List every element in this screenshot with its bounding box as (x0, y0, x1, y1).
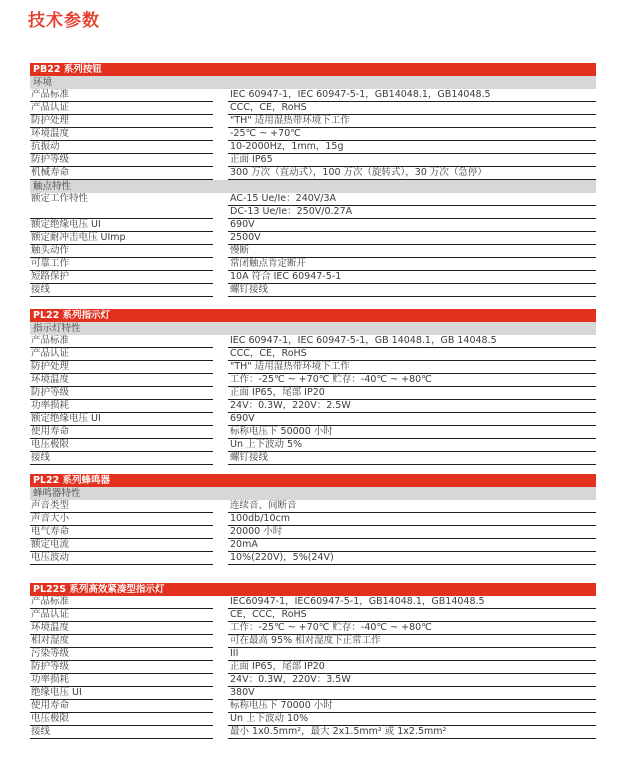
param-row (30, 609, 596, 622)
param-values (228, 452, 596, 465)
param-values (228, 141, 596, 154)
param-value: 正面 IP65，尾部 IP20 (228, 387, 596, 400)
param-value: IEC 60947-1，IEC 60947-5-1，GB 14048.1，GB 14048.5 (228, 335, 596, 348)
spec-section (30, 309, 596, 465)
param-values (228, 609, 596, 622)
param-values (228, 648, 596, 661)
param-row (30, 687, 596, 700)
param-row (30, 713, 596, 726)
param-values (228, 335, 596, 348)
param-value: "TH" 适用湿热带环境下工作 (228, 361, 596, 374)
param-row (30, 102, 596, 115)
param-values (228, 635, 596, 648)
param-row (30, 154, 596, 167)
param-label: 电压波动 (30, 552, 213, 565)
param-row (30, 413, 596, 426)
param-values (228, 526, 596, 539)
param-values (228, 258, 596, 271)
param-label: 产品认证 (30, 609, 213, 622)
section-header: PL22 系列蜂鸣器 (30, 474, 596, 487)
section-header: PL22 系列指示灯 (30, 309, 596, 322)
param-row (30, 374, 596, 387)
param-row (30, 661, 596, 674)
param-label: 产品标准 (30, 89, 213, 102)
param-values (228, 387, 596, 400)
param-value: 正面 IP65 (228, 154, 596, 167)
param-value: 工作：-25℃ ~ +70℃ 贮存：-40℃ ~ +80℃ (228, 374, 596, 387)
param-row (30, 596, 596, 609)
section-subheader: 触点特性 (30, 180, 596, 193)
param-row (30, 271, 596, 284)
param-label: 短路保护 (30, 271, 213, 284)
param-label: 防护等级 (30, 154, 213, 167)
spec-section (30, 63, 596, 297)
param-values (228, 700, 596, 713)
param-values (228, 102, 596, 115)
param-label: 可靠工作 (30, 258, 213, 271)
param-label: 环境温度 (30, 128, 213, 141)
param-value: 标称电压下 50000 小时 (228, 426, 596, 439)
param-row (30, 245, 596, 258)
param-label: 功率损耗 (30, 400, 213, 413)
param-values (228, 89, 596, 102)
param-value: 10-2000Hz，1mm，15g (228, 141, 596, 154)
param-row (30, 400, 596, 413)
param-label: 触头动作 (30, 245, 213, 258)
param-value: CE，CCC，RoHS (228, 609, 596, 622)
param-value: 24V：0.3W，220V：3.5W (228, 674, 596, 687)
param-value: -25℃ ~ +70℃ (228, 128, 596, 141)
param-values (228, 115, 596, 128)
param-row (30, 674, 596, 687)
param-values (228, 661, 596, 674)
param-label: 抗振动 (30, 141, 213, 154)
section-header: PL22S 系列高效紧凑型指示灯 (30, 583, 596, 596)
param-value: 10%(220V)，5%(24V) (228, 552, 596, 565)
section-subheader: 蜂鸣器特性 (30, 487, 596, 500)
param-value: AC-15 Ue/Ie：240V/3A (228, 193, 596, 206)
param-value: 2500V (228, 232, 596, 245)
param-row (30, 726, 596, 739)
param-label: 防护等级 (30, 661, 213, 674)
param-values (228, 674, 596, 687)
param-values (228, 128, 596, 141)
param-value: 可在最高 95% 相对湿度下正常工作 (228, 635, 596, 648)
param-label: 额定绝缘电压 UI (30, 413, 213, 426)
param-label: 功率损耗 (30, 674, 213, 687)
param-value: 标称电压下 70000 小时 (228, 700, 596, 713)
param-row (30, 552, 596, 565)
param-row (30, 387, 596, 400)
param-values (228, 687, 596, 700)
param-label: 防护处理 (30, 115, 213, 128)
section-header: PB22 系列按钮 (30, 63, 596, 76)
param-values (228, 539, 596, 552)
param-values (228, 439, 596, 452)
param-label: 机械寿命 (30, 167, 213, 180)
param-values (228, 245, 596, 258)
param-value: Un 上下波动 10% (228, 713, 596, 726)
param-value: 慢断 (228, 245, 596, 258)
param-values (228, 513, 596, 526)
param-row (30, 232, 596, 245)
param-label: 防护等级 (30, 387, 213, 400)
param-values (228, 219, 596, 232)
param-row (30, 141, 596, 154)
param-value: IEC60947-1，IEC60947-5-1，GB14048.1，GB14048.5 (228, 596, 596, 609)
param-row (30, 426, 596, 439)
param-value: 正面 IP65，尾部 IP20 (228, 661, 596, 674)
param-values (228, 426, 596, 439)
param-row (30, 439, 596, 452)
param-value: CCC，CE，RoHS (228, 348, 596, 361)
param-row (30, 128, 596, 141)
param-label: 电气寿命 (30, 526, 213, 539)
param-value: "TH" 适用湿热带环境下工作 (228, 115, 596, 128)
page-title: 技术参数 (28, 11, 100, 31)
param-row (30, 361, 596, 374)
param-values (228, 374, 596, 387)
param-row (30, 622, 596, 635)
param-row (30, 115, 596, 128)
param-value: 300 万次（直动式），100 万次（旋转式），30 万次（急停） (228, 167, 596, 180)
param-values (228, 400, 596, 413)
param-value: 螺钉接线 (228, 284, 596, 297)
spec-tables (30, 63, 596, 739)
param-label: 使用寿命 (30, 426, 213, 439)
param-values (228, 713, 596, 726)
param-label: 额定绝缘电压 UI (30, 219, 213, 232)
param-label: 使用寿命 (30, 700, 213, 713)
param-label: 电压极限 (30, 713, 213, 726)
param-values (228, 552, 596, 565)
param-label: 接线 (30, 284, 213, 297)
param-label: 环境温度 (30, 622, 213, 635)
param-row (30, 193, 596, 219)
param-value: 24V：0.3W，220V：2.5W (228, 400, 596, 413)
param-values (228, 284, 596, 297)
param-values (228, 726, 596, 739)
param-values (228, 154, 596, 167)
param-label: 接线 (30, 452, 213, 465)
param-label: 声音大小 (30, 513, 213, 526)
param-label: 产品认证 (30, 348, 213, 361)
param-value: 20mA (228, 539, 596, 552)
param-values (228, 193, 596, 219)
param-label: 防护处理 (30, 361, 213, 374)
param-value: 690V (228, 413, 596, 426)
param-values (228, 413, 596, 426)
param-values (228, 361, 596, 374)
param-label: 额定耐冲击电压 UImp (30, 232, 213, 245)
spec-section (30, 474, 596, 565)
param-value: IEC 60947-1，IEC 60947-5-1，GB14048.1，GB14048.5 (228, 89, 596, 102)
param-label: 产品标准 (30, 335, 213, 348)
param-row (30, 648, 596, 661)
param-row (30, 219, 596, 232)
param-label: 额定电流 (30, 539, 213, 552)
param-row (30, 335, 596, 348)
param-values (228, 500, 596, 513)
param-value: 连续音、间断音 (228, 500, 596, 513)
spec-section (30, 583, 596, 739)
param-values (228, 271, 596, 284)
param-value: 常闭触点肯定断开 (228, 258, 596, 271)
section-subheader: 指示灯特性 (30, 322, 596, 335)
param-label: 产品标准 (30, 596, 213, 609)
section-subheader: 环境 (30, 76, 596, 89)
param-row (30, 539, 596, 552)
param-label: 接线 (30, 726, 213, 739)
param-row (30, 700, 596, 713)
param-value: 工作：-25℃ ~ +70℃ 贮存：-40℃ ~ +80℃ (228, 622, 596, 635)
param-label: 环境温度 (30, 374, 213, 387)
param-values (228, 622, 596, 635)
param-label: 额定工作特性 (30, 193, 213, 219)
param-label: 电压极限 (30, 439, 213, 452)
param-value: Un 上下波动 5% (228, 439, 596, 452)
param-value: 螺钉接线 (228, 452, 596, 465)
param-row (30, 348, 596, 361)
param-row (30, 89, 596, 102)
param-values (228, 232, 596, 245)
param-row (30, 284, 596, 297)
param-values (228, 348, 596, 361)
param-value: 10A 符合 IEC 60947-5-1 (228, 271, 596, 284)
param-value: DC-13 Ue/Ie：250V/0.27A (228, 206, 596, 219)
param-value: 380V (228, 687, 596, 700)
param-label: 污染等级 (30, 648, 213, 661)
param-label: 产品认证 (30, 102, 213, 115)
param-values (228, 167, 596, 180)
param-label: 声音类型 (30, 500, 213, 513)
param-value: 最小 1x0.5mm²，最大 2x1.5mm² 或 1x2.5mm² (228, 726, 596, 739)
param-row (30, 452, 596, 465)
param-value: 100db/10cm (228, 513, 596, 526)
param-row (30, 167, 596, 180)
param-value: 20000 小时 (228, 526, 596, 539)
param-row (30, 258, 596, 271)
param-value: CCC，CE，RoHS (228, 102, 596, 115)
param-label: 绝缘电压 UI (30, 687, 213, 700)
param-value: 690V (228, 219, 596, 232)
param-row (30, 635, 596, 648)
param-row (30, 526, 596, 539)
param-row (30, 513, 596, 526)
param-row (30, 500, 596, 513)
param-values (228, 596, 596, 609)
param-label: 相对湿度 (30, 635, 213, 648)
param-value: III (228, 648, 596, 661)
